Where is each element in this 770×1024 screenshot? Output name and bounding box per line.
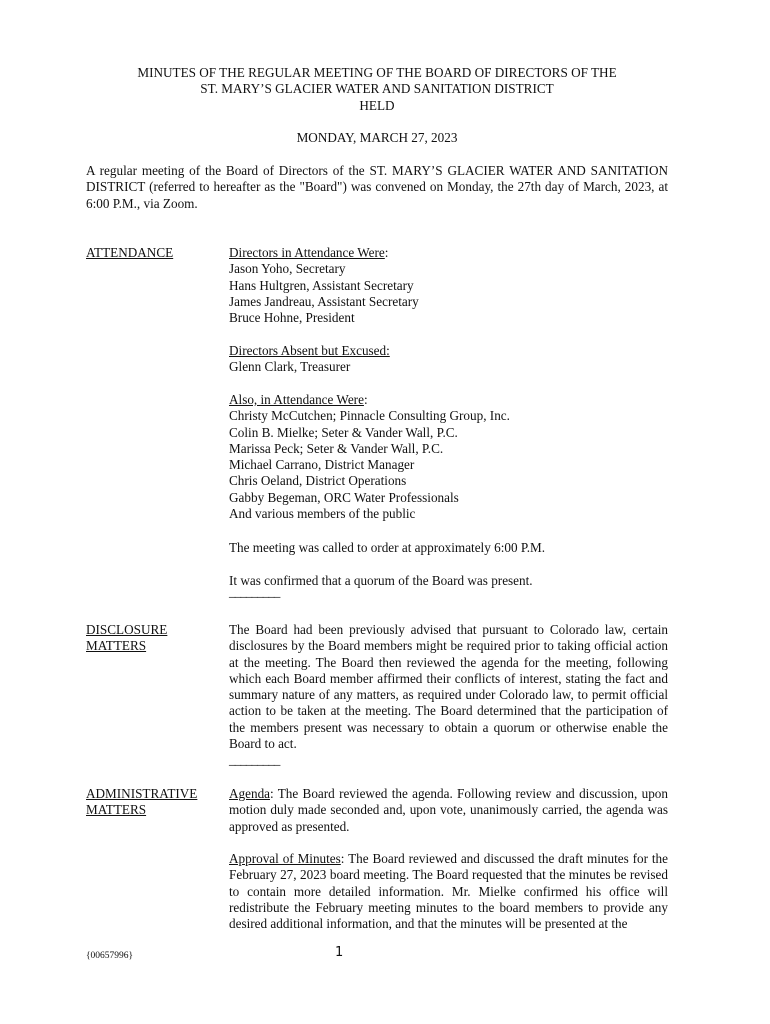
- absent-item: Glenn Clark, Treasurer: [229, 359, 351, 375]
- absent-section: [229, 343, 668, 376]
- also-attending-section: [229, 392, 668, 522]
- attendee-item: Chris Oeland, District Operations: [229, 473, 407, 489]
- title-line-3: HELD: [359, 97, 395, 113]
- attendee-item: And various members of the public: [229, 506, 416, 522]
- minutes-paragraph: [229, 851, 668, 932]
- attendee-item: Gabby Begeman, ORC Water Professionals: [229, 489, 459, 505]
- absent-heading: Directors Absent but Excused:: [229, 343, 390, 358]
- directors-heading: Directors in Attendance Were:: [229, 245, 389, 260]
- agenda-paragraph: [229, 786, 668, 835]
- director-item: Hans Hultgren, Assistant Secretary: [229, 277, 414, 293]
- page-number: 1: [335, 945, 344, 960]
- agenda-heading: Agenda: [229, 786, 271, 801]
- director-item: Jason Yoho, Secretary: [229, 261, 346, 277]
- title-line-1: MINUTES OF THE REGULAR MEETING OF THE BOARD OF DIRECTORS OF THE: [137, 65, 617, 80]
- document-id: {00657996}: [86, 951, 134, 961]
- minutes-text: : The Board reviewed and discussed the draft minutes for the February 27, 2023 board meeting. The Board requested that the minutes be revised to contain more detailed information. Mr. Mielke confirmed his office will redistribute the February meeting minutes to the board members to provide any desired additional information, and that the minutes will be presented at the: [229, 851, 668, 932]
- section-label-administrative: ADMINISTRATIVE MATTERS: [86, 786, 198, 818]
- section-label-disclosure: DISCLOSURE MATTERS: [86, 622, 168, 654]
- attendee-item: Marissa Peck; Seter & Vander Wall, P.C.: [229, 440, 444, 456]
- document-title: [86, 65, 668, 114]
- section-label-attendance: ATTENDANCE: [86, 245, 174, 260]
- also-heading: Also, in Attendance Were:: [229, 392, 368, 407]
- director-item: Bruce Hohne, President: [229, 310, 355, 326]
- attendee-item: Colin B. Mielke; Seter & Vander Wall, P.C.: [229, 424, 458, 440]
- title-line-2: ST. MARY’S GLACIER WATER AND SANITATION DISTRICT: [200, 81, 554, 97]
- called-to-order: The meeting was called to order at approximately 6:00 P.M.: [229, 540, 546, 555]
- minutes-heading: Approval of Minutes: [229, 851, 341, 866]
- attendance-section: [229, 245, 668, 326]
- section-separator: _________: [229, 584, 280, 600]
- meeting-date: MONDAY, MARCH 27, 2023: [296, 130, 458, 145]
- attendee-item: Christy McCutchen; Pinnacle Consulting Group, Inc.: [229, 408, 510, 424]
- quorum-confirmation: It was confirmed that a quorum of the Board was present. _________: [229, 573, 668, 601]
- section-separator: _________: [229, 752, 280, 767]
- director-item: James Jandreau, Assistant Secretary: [229, 293, 419, 309]
- attendee-item: Michael Carrano, District Manager: [229, 457, 415, 473]
- intro-paragraph: A regular meeting of the Board of Directors of the ST. MARY’S GLACIER WATER AND SANITATION DISTRICT (referred to hereafter as the "Board") was convened on Monday, the 27th day of March, 2023, at 6:00 P.M., via Zoom.: [86, 163, 668, 211]
- agenda-text: : The Board reviewed the agenda. Following review and discussion, upon motion duly made seconded and, upon vote, unanimously carried, the agenda was approved as presented.: [229, 786, 668, 834]
- disclosure-paragraph: The Board had been previously advised that pursuant to Colorado law, certain disclosures by the Board members might be required prior to taking official action at the meeting. The Board then reviewed the agenda for the meeting, following which each Board member affirmed their conflicts of interest, stating the fact and summary nature of any matters, as required under Colorado law, to permit official action to be taken at the meeting. The Board determined that the participation of the members present was necessary to obtain a quorum or otherwise enable the Board to act.: [229, 622, 668, 752]
